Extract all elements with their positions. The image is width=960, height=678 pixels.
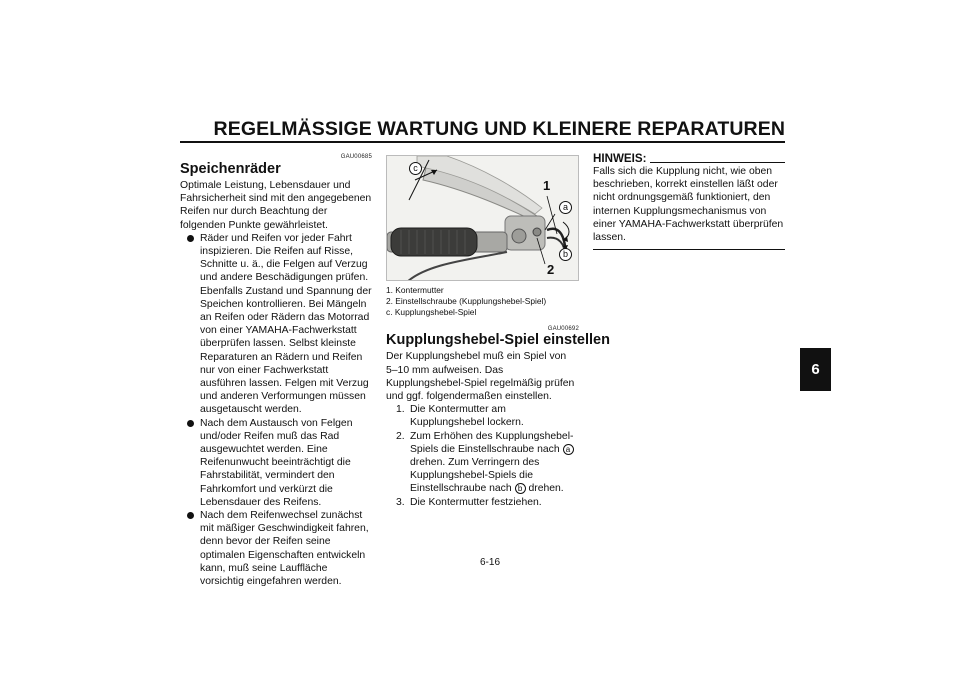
- section-intro: Der Kupplungshebel muß ein Spiel von 5–10 mm aufweisen. Das Kupplungshebel-Spiel regelmäßig prüfen und ggf. folgendermaßen einstellen.: [386, 351, 575, 402]
- caption-c: c. Kupplungshebel-Spiel: [386, 306, 477, 317]
- note-title: HINWEIS:: [593, 152, 647, 165]
- note-rule: [650, 162, 785, 163]
- header-rule: [180, 141, 785, 143]
- caption-1: 1. Kontermutter: [386, 285, 444, 295]
- caption-2: 2. Einstellschraube (Kupplungshebel-Spiel): [386, 295, 547, 306]
- section-code: GAU00692: [547, 326, 579, 333]
- section-spoked-wheels: [180, 154, 372, 588]
- clutch-lever-photo: [386, 155, 579, 281]
- figure-label-1: 1: [543, 178, 551, 193]
- list-item: 3. Die Kontermutter festziehen.: [396, 496, 542, 508]
- section-title: Kupplungshebel-Spiel einstellen: [386, 332, 610, 349]
- list-item: Räder und Reifen vor jeder Fahrt inspizieren. Die Reifen auf Risse, Schnitte u. ä., die Felgen auf Verzug und andere Beschädigungen prüfen. Ebenfalls Zustand und Spannung der Speichen kontrollieren. Bei Mängeln an Reifen oder Rädern das Motorrad von einer YAMAHA-Fachwerkstatt überprüfen lassen. Selbst kleinste Reparaturen an Rädern und Reifen nur von einer Fachwerkstatt ausführen lassen. Felgen mit Verzug und anderen Verformungen müssen ausgetauscht werden.: [180, 232, 372, 417]
- step-list: [386, 403, 579, 509]
- note-text: Falls sich die Kupplung nicht, wie oben beschrieben, korrekt einstellen läßt oder nicht ordnungsgemäß funktioniert, den internen Kupplungsmechanismus von einer YAMAHA-Fachwerkstatt überprüfen lassen.: [593, 166, 784, 244]
- list-item: 1. Die Kontermutter am Kupplungshebel lockern.: [396, 404, 524, 429]
- list-item: Nach dem Reifenwechsel zunächst mit mäßiger Geschwindigkeit fahren, denn bevor der Reifen seine optimalen Eigenschaften entwickeln kann, muß seine Lauffläche vorsichtig eingefahren werden.: [180, 509, 372, 588]
- note-box: [593, 152, 785, 250]
- symbol-b: b: [515, 483, 526, 494]
- chapter-tab: 6: [800, 348, 831, 391]
- figure-label-b: b: [559, 248, 572, 261]
- section-title: Speichenräder: [180, 161, 281, 177]
- bullet-icon: [187, 235, 194, 242]
- bullet-icon: [187, 512, 194, 519]
- page-number: 6-16: [479, 557, 500, 568]
- list-item: 2. Zum Erhöhen des Kupplungshebel-Spiels die Einstellschraube nach a drehen. Zum Verringern des Kupplungshebel-Spiels die Einstellschraube nach b drehen.: [396, 430, 574, 495]
- section-code: GAU00685: [340, 154, 372, 160]
- bullet-list: [180, 232, 372, 588]
- symbol-a: a: [563, 444, 574, 455]
- page-header-title: REGELMÄSSIGE WARTUNG UND KLEINERE REPARATUREN: [213, 118, 785, 140]
- section-intro: Optimale Leistung, Lebensdauer und Fahrsicherheit sind mit den angegebenen Reifen nur durch Beachtung der folgenden Punkte gewährleistet.: [180, 180, 372, 231]
- section-clutch-lever: [386, 155, 610, 509]
- bullet-icon: [187, 420, 194, 427]
- figure-label-a: a: [559, 201, 572, 214]
- figure-label-2: 2: [547, 262, 555, 277]
- list-item: Nach dem Austausch von Felgen und/oder Reifen muß das Rad ausgewuchtet werden. Eine Reifenunwucht beeinträchtigt die Fahrstabilität, vermindert den Fahrkomfort und verkürzt die Lebensdauer des Reifens.: [180, 417, 372, 509]
- note-bottom-rule: [593, 249, 785, 250]
- figure-label-c: c: [409, 162, 422, 175]
- figure-captions: [386, 285, 579, 317]
